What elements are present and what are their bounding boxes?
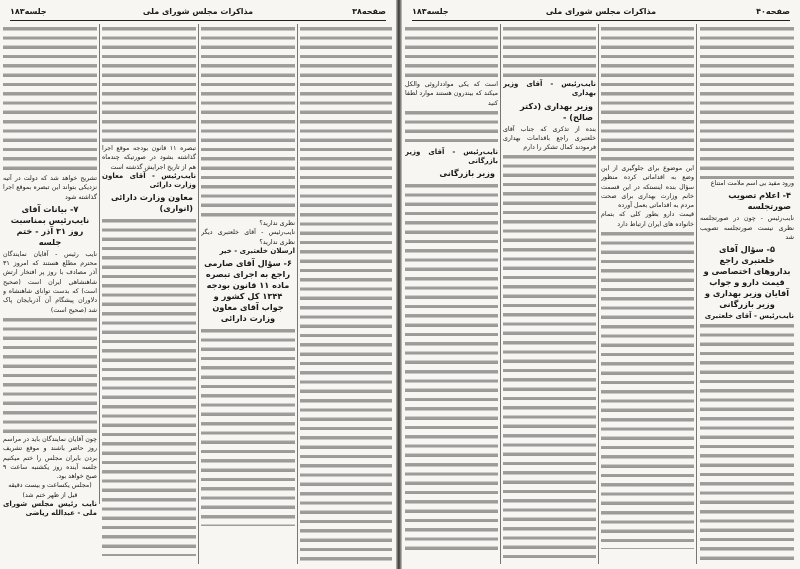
paragraph: این موضوع برای جلوگیری از این وضع به اقداماتی کرده منظور سؤال بنده اینستکه در این قسمت خانم وزارت بهداری برای صحت مردم به اقداماتی بعمل آورده bbox=[601, 165, 694, 210]
column-4 bbox=[405, 24, 498, 564]
body-text bbox=[300, 24, 392, 564]
paragraph: ورود مفید بی اسم ملامت امتناع bbox=[710, 180, 794, 187]
running-title: مذاکرات مجلس شورای ملی bbox=[142, 7, 254, 16]
paragraph: نایب رئیس - آقایان نمایندگان محترم مطلع هستند که امروز ۳۱ آذر مصادف با روز پر افتخار ارتش شاهنشاهی ایران است (صحیح است) که بدست توانای شاهنشاه و دلاوران پیشگام آن آذربایجان پاک شد (صحیح است) bbox=[3, 250, 97, 314]
column-rule bbox=[297, 24, 298, 564]
paragraph: تشریح خواهد شد که دولت در آتیه نزدیکی بتواند این تبصره بموقع اجرا گذاشته شود bbox=[3, 175, 97, 201]
speaker-line: ارسلان خلعتبری - خیر bbox=[219, 246, 295, 255]
body-text bbox=[405, 108, 498, 148]
body-text bbox=[405, 181, 498, 551]
column-2 bbox=[601, 24, 694, 564]
body-text bbox=[601, 229, 694, 549]
session-number: جلسه۱۸۳ bbox=[10, 7, 47, 16]
speaker-line: نایب‌رئیس - آقای وزیر بهداری bbox=[503, 80, 596, 98]
end-note: (مجلس یکساعت و بیست دقیقه قبل از ظهر ختم شد) bbox=[8, 482, 92, 499]
section-heading: ۷- بیانات آقای نایب‌رئیس بمناسبت روز ۳۱ آذر - ختم جلسه bbox=[10, 203, 90, 247]
speaker-line: نایب‌رئیس - چون در صورتجلسه نظری نیست صورتجلسه تصویب شد bbox=[700, 215, 794, 241]
section-heading: وزیر بازرگانی bbox=[439, 168, 495, 179]
body-text bbox=[102, 24, 196, 144]
column-rule bbox=[99, 24, 100, 504]
body-text bbox=[700, 24, 794, 179]
page-number: صفحه۳۸ bbox=[352, 7, 386, 16]
column-3 bbox=[102, 24, 196, 564]
left-page bbox=[0, 0, 396, 569]
speaker-line: نایب‌رئیس - آقای وزیر بازرگانی bbox=[405, 147, 498, 166]
section-heading: ۶- سؤال آقای صارمی راجع به اجرای تبصره ماده ۱۱ قانون بودجه ۱۳۴۴ کل کشور و جواب آقای معاون وزارت دارائی bbox=[204, 258, 292, 324]
body-text bbox=[503, 152, 596, 564]
body-text bbox=[503, 24, 596, 80]
speaker-line: نایب‌رئیس - آقای خلعتبری دیگر نظری ندارید؟ bbox=[201, 229, 295, 246]
paragraph: است که یکی موادداروئی والکل میکند که بیندرون هستند موارد لطفا کنید bbox=[405, 81, 498, 107]
section-heading: وزیر بهداری (دکتر صالح) - bbox=[519, 100, 593, 122]
body-text bbox=[102, 216, 196, 556]
column-1 bbox=[300, 24, 392, 564]
column-4 bbox=[3, 24, 97, 564]
body-text bbox=[601, 24, 694, 164]
section-heading: ۴- اعلام تصویب صورتجلسه bbox=[728, 190, 791, 212]
body-text bbox=[201, 326, 295, 526]
body-text bbox=[201, 24, 295, 219]
column-rule bbox=[198, 24, 199, 564]
body-text bbox=[3, 315, 97, 435]
page-header bbox=[412, 6, 790, 21]
running-title: مذاکرات مجلس شورای ملی bbox=[545, 7, 657, 16]
signature: نایب رئیس مجلس شورای ملی - عبدالله ریاضی bbox=[3, 500, 97, 518]
column-3 bbox=[503, 24, 596, 564]
column-1 bbox=[700, 24, 794, 564]
paragraph: نظری ندارید؟ bbox=[259, 220, 295, 227]
section-heading: ۵- سؤال آقای خلعتبری راجع بداروهای اختصاصی و قیمت دارو و جواب آقایان وزیر بهداری و وزیر بازرگانی bbox=[703, 244, 791, 310]
column-2 bbox=[201, 24, 295, 564]
speaker-line: نایب‌رئیس - آقای خلعتبری bbox=[704, 312, 794, 321]
speaker-line: نایب‌رئیس - آقای معاون وزارت دارائی bbox=[102, 171, 196, 190]
column-rule bbox=[696, 24, 697, 564]
column-rule bbox=[500, 24, 501, 564]
body-text bbox=[700, 321, 794, 561]
right-page bbox=[402, 0, 800, 569]
page-header bbox=[10, 6, 386, 21]
page-number: صفحه۴۰ bbox=[756, 7, 790, 16]
section-heading: معاون وزارت دارائی (انواری) bbox=[111, 192, 193, 214]
body-text bbox=[405, 24, 498, 80]
session-number: جلسه۱۸۳ bbox=[412, 7, 449, 16]
column-rule bbox=[598, 24, 599, 564]
paragraph: تبصره ۱۱ قانون بودجه موقع اجرا گذاشته بشود در صورتیکه چندماه هم از تاریخ اجرایش گذشته است bbox=[102, 145, 196, 171]
paragraph: بنده از تذکری که جناب آقای خلعتبری راجع باقدامات بهداری فرمودند کمال تشکر را دارم bbox=[503, 125, 596, 152]
body-text bbox=[3, 24, 97, 174]
paragraph: قیمت دارو بطور کلی که بتمام خانواده های ایران ارتباط دارد bbox=[601, 211, 694, 228]
paragraph: چون آقایان نمایندگان باید در مراسم روز حاضر باشند و موقع تشریف بردن بایران مجلس را ختم میکنیم جلسه آینده روز یکشنبه ساعت ۹ صبح خواهد بود. bbox=[3, 435, 97, 481]
